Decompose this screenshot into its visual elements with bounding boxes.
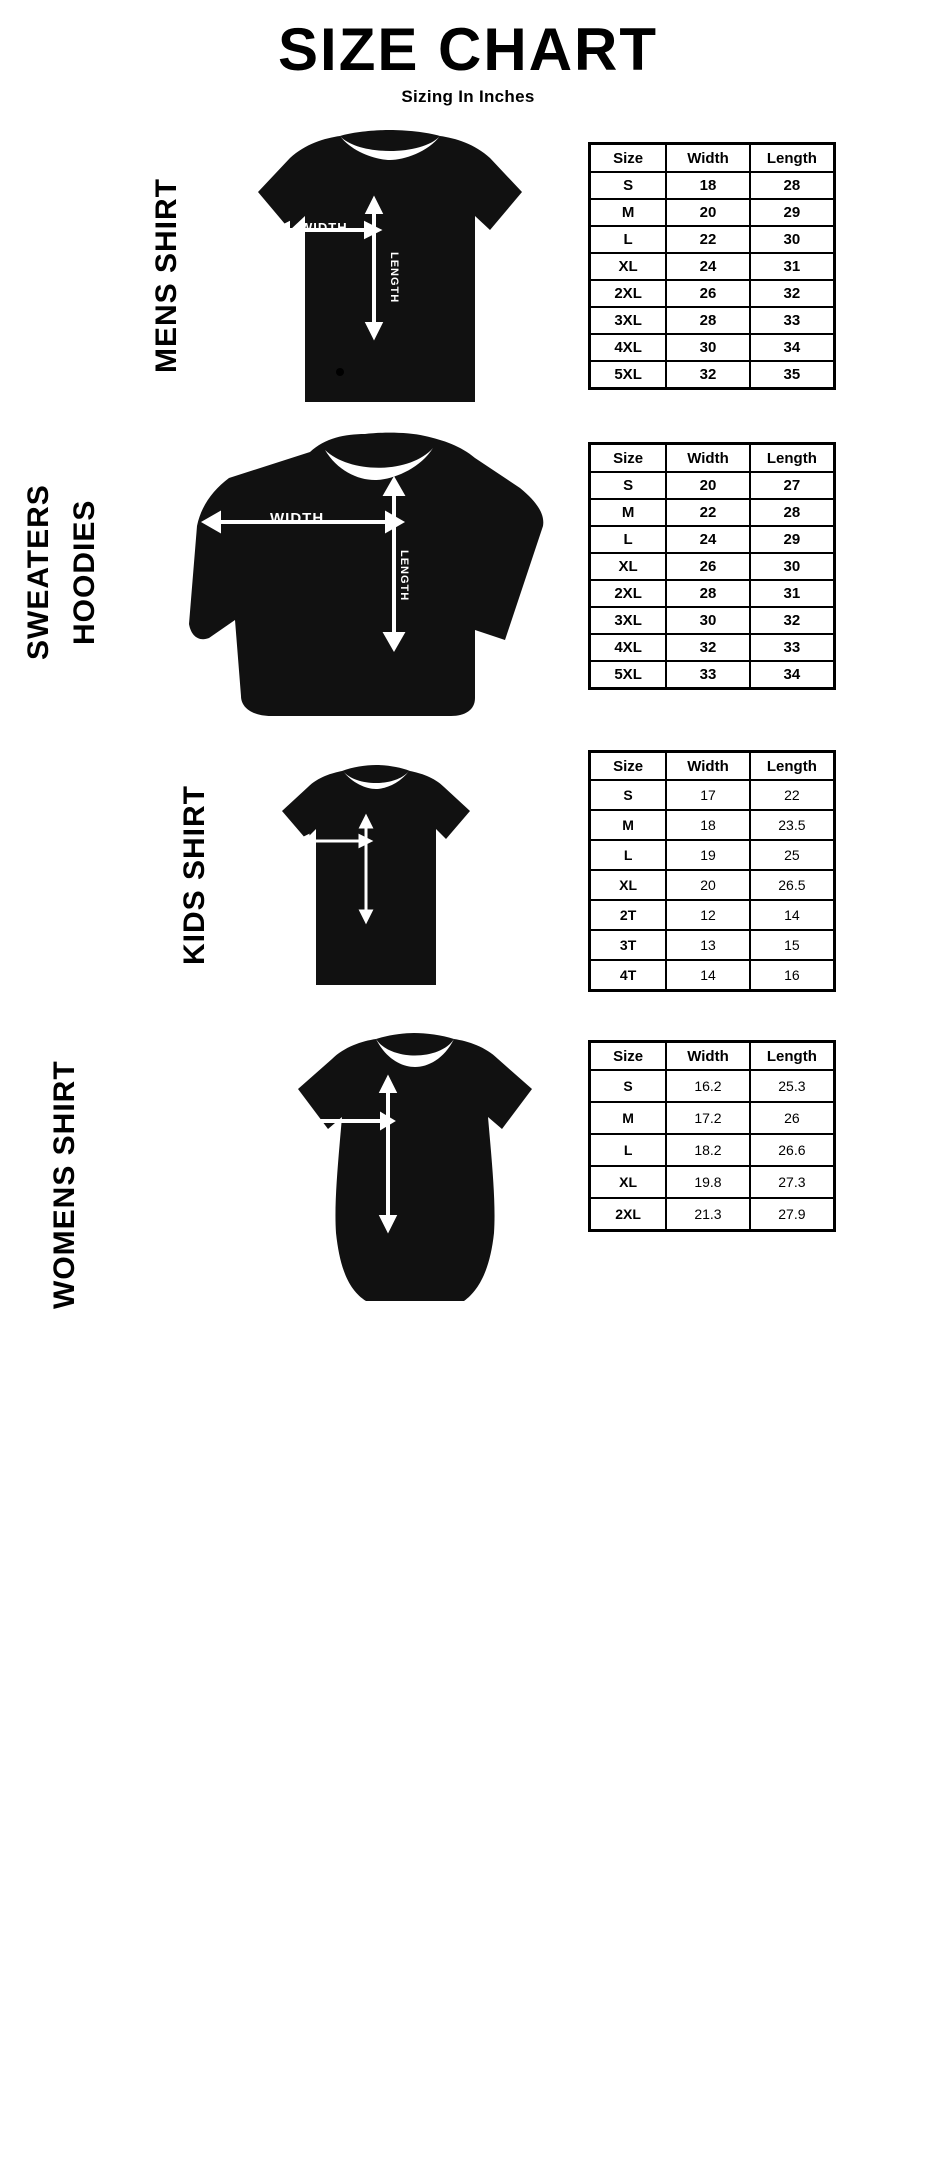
cell-length: 33 [750,307,835,334]
sweater-length-label: LENGTH [398,550,410,602]
table-row [590,780,835,810]
table-row [590,334,835,361]
section-label-kids-shirt: KIDS SHIRT [178,785,211,966]
cell-width: 20 [666,199,750,226]
womens-width-label: WIDTH [320,2093,368,2108]
size-table-womens-shirt [588,1040,836,1232]
cell-width: 17.2 [666,1102,750,1134]
cell-length: 30 [750,226,835,253]
table-row [590,840,835,870]
cell-width: 17 [666,780,750,810]
cell-size: L [590,226,667,253]
size-table-kids-shirt [588,750,836,992]
col-width: Width [666,1042,750,1071]
cell-width: 18 [666,810,750,840]
table-row [590,226,835,253]
cell-length: 23.5 [750,810,835,840]
table-header-row [590,144,835,173]
cell-length: 15 [750,930,835,960]
col-size: Size [590,444,667,473]
cell-length: 14 [750,900,835,930]
cell-length: 30 [750,553,835,580]
col-size: Size [590,752,667,781]
col-size: Size [590,1042,667,1071]
cell-length: 25.3 [750,1070,835,1102]
table-row [590,280,835,307]
col-width: Width [666,144,750,173]
cell-width: 18 [666,172,750,199]
table-row [590,1198,835,1231]
cell-size: 2XL [590,280,667,307]
cell-size: M [590,810,667,840]
table-row [590,199,835,226]
cell-size: XL [590,870,667,900]
section-womens-shirt [0,1015,936,2178]
cell-size: L [590,840,667,870]
cell-width: 22 [666,226,750,253]
cell-length: 16 [750,960,835,991]
col-length: Length [750,144,835,173]
table-row [590,1166,835,1198]
table-row [590,499,835,526]
size-table-sweaters-hoodies [588,442,836,690]
cell-length: 32 [750,280,835,307]
cell-length: 29 [750,526,835,553]
cell-size: 5XL [590,361,667,389]
cell-width: 13 [666,930,750,960]
table-row [590,472,835,499]
cell-size: 4T [590,960,667,991]
cell-width: 33 [666,661,750,689]
mens-length-label: LENGTH [388,252,400,304]
table-row [590,307,835,334]
cell-width: 24 [666,526,750,553]
page-subtitle: Sizing In Inches [401,87,535,106]
size-table-mens-shirt [588,142,836,390]
cell-width: 19 [666,840,750,870]
cell-length: 28 [750,172,835,199]
cell-size: S [590,472,667,499]
section-label-womens-shirt: WOMENS SHIRT [48,1060,81,1310]
section-mens-shirt [0,130,936,420]
cell-length: 31 [750,580,835,607]
cell-size: XL [590,253,667,280]
womens-shirt-measure-arrows [240,1033,580,1333]
cell-size: XL [590,553,667,580]
table-header-row [590,1042,835,1071]
table-row [590,900,835,930]
table-row [590,1070,835,1102]
section-label-hoodies: HOODIES [68,499,101,646]
section-label-sweaters: SWEATERS [22,484,55,661]
cell-length: 33 [750,634,835,661]
table-row [590,607,835,634]
table-row [590,661,835,689]
table-header-row [590,444,835,473]
cell-width: 28 [666,307,750,334]
table-row [590,1134,835,1166]
cell-width: 19.8 [666,1166,750,1198]
cell-size: L [590,526,667,553]
table-row [590,361,835,389]
table-row [590,553,835,580]
table-row [590,526,835,553]
kids-length-label: LENGTH [378,1603,388,1646]
table-header-row [590,752,835,781]
col-length: Length [750,444,835,473]
cell-size: 3XL [590,307,667,334]
cell-width: 30 [666,607,750,634]
section-label-mens-shirt: MENS SHIRT [150,177,183,373]
table-row [590,634,835,661]
cell-size: M [590,199,667,226]
mens-width-label: WIDTH [300,220,348,235]
cell-width: 22 [666,499,750,526]
sweater-width-label: WIDTH [270,510,325,527]
womens-length-label: LENGTH [382,2127,394,2178]
cell-size: M [590,499,667,526]
cell-size: M [590,1102,667,1134]
cell-size: XL [590,1166,667,1198]
cell-width: 20 [666,870,750,900]
cell-length: 32 [750,607,835,634]
cell-width: 26 [666,553,750,580]
cell-width: 21.3 [666,1198,750,1231]
cell-width: 24 [666,253,750,280]
cell-length: 27.9 [750,1198,835,1231]
table-row [590,580,835,607]
col-size: Size [590,144,667,173]
table-row [590,960,835,991]
col-length: Length [750,1042,835,1071]
kids-shirt-measure-arrows [248,765,508,1015]
cell-length: 22 [750,780,835,810]
cell-width: 12 [666,900,750,930]
cell-length: 27 [750,472,835,499]
cell-length: 29 [750,199,835,226]
cell-width: 14 [666,960,750,991]
col-width: Width [666,752,750,781]
table-row [590,930,835,960]
table-row [590,253,835,280]
cell-length: 34 [750,661,835,689]
cell-size: 2T [590,900,667,930]
cell-size: S [590,172,667,199]
cell-size: 3T [590,930,667,960]
cell-length: 31 [750,253,835,280]
cell-width: 18.2 [666,1134,750,1166]
cell-size: 2XL [590,1198,667,1231]
table-row [590,1102,835,1134]
col-width: Width [666,444,750,473]
page-header [0,0,936,107]
cell-length: 35 [750,361,835,389]
cell-size: L [590,1134,667,1166]
cell-width: 16.2 [666,1070,750,1102]
table-row [590,810,835,840]
kids-width-label: WIDTH [326,1581,364,1592]
cell-size: 4XL [590,334,667,361]
cell-length: 34 [750,334,835,361]
sweater-measure-arrows [175,430,595,730]
cell-size: S [590,780,667,810]
cell-length: 25 [750,840,835,870]
cell-size: 4XL [590,634,667,661]
cell-length: 26.5 [750,870,835,900]
cell-width: 20 [666,472,750,499]
cell-size: 3XL [590,607,667,634]
table-row [590,870,835,900]
section-sweaters-hoodies [0,430,936,730]
cell-width: 32 [666,634,750,661]
page-title: SIZE CHART [278,16,658,83]
cell-size: 5XL [590,661,667,689]
cell-size: S [590,1070,667,1102]
col-length: Length [750,752,835,781]
cell-width: 30 [666,334,750,361]
cell-size: 2XL [590,580,667,607]
cell-length: 26 [750,1102,835,1134]
cell-width: 32 [666,361,750,389]
cell-width: 26 [666,280,750,307]
cell-width: 28 [666,580,750,607]
cell-length: 27.3 [750,1166,835,1198]
cell-length: 26.6 [750,1134,835,1166]
table-row [590,172,835,199]
cell-length: 28 [750,499,835,526]
